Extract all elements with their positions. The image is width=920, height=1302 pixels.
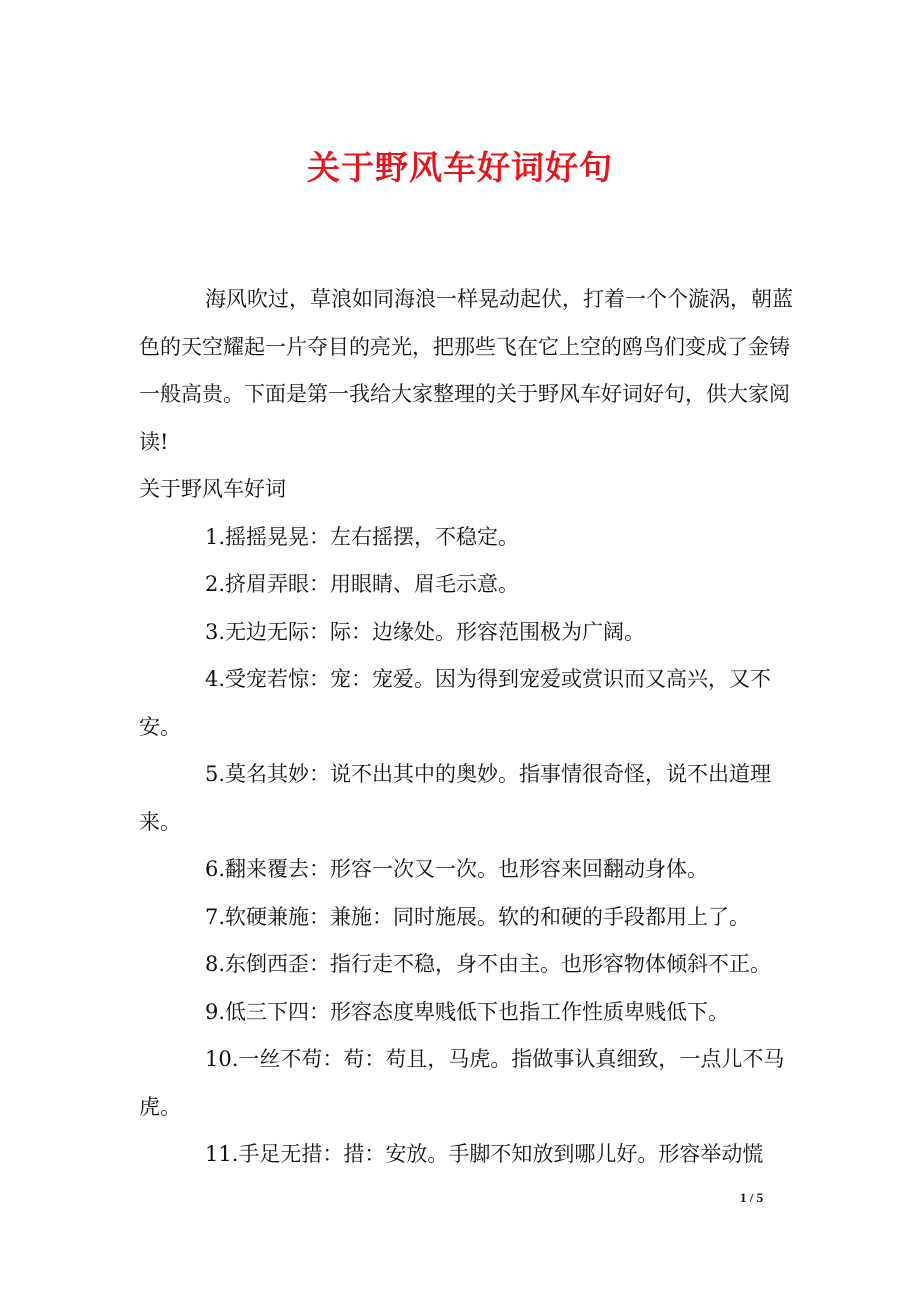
list-item: 4.受宠若惊：宠：宠爱。因为得到宠爱或赏识而又高兴，又不安。 bbox=[139, 667, 772, 739]
list-item: 2.挤眉弄眼：用眼睛、眉毛示意。 bbox=[205, 572, 520, 596]
page-number: 1 / 5 bbox=[740, 1190, 764, 1205]
list-item: 8.东倒西歪：指行走不稳，身不由主。也形容物体倾斜不正。 bbox=[205, 952, 772, 976]
list-item: 5.莫名其妙：说不出其中的奥妙。指事情很奇怪，说不出道理来。 bbox=[139, 762, 772, 834]
document-title: 关于野风车好词好句 bbox=[307, 148, 613, 187]
section-heading: 关于野风车好词 bbox=[139, 477, 286, 501]
list-item: 11.手足无措：措：安放。手脚不知放到哪儿好。形容举动慌 bbox=[205, 1142, 764, 1166]
intro-paragraph: 海风吹过，草浪如同海浪一样晃动起伏，打着一个个漩涡，朝蓝色的天空耀起一片夺目的亮光，把那些飞在它上空的鸥鸟们变成了金铸一般高贵。下面是第一我给大家整理的关于野风车好词好句，供大家阅读! bbox=[139, 287, 793, 454]
list-item: 9.低三下四：形容态度卑贱低下也指工作性质卑贱低下。 bbox=[205, 999, 730, 1024]
list-item: 10.一丝不苟：苟：苟且，马虎。指做事认真细致，一点儿不马虎。 bbox=[139, 1047, 785, 1119]
document-body bbox=[139, 276, 799, 1179]
list-item: 1.摇摇晃晃：左右摇摆，不稳定。 bbox=[205, 524, 520, 549]
list-item: 3.无边无际：际：边缘处。形容范围极为广阔。 bbox=[205, 619, 646, 644]
list-item: 7.软硬兼施：兼施：同时施展。软的和硬的手段都用上了。 bbox=[205, 904, 751, 929]
list-item: 6.翻来覆去：形容一次又一次。也形容来回翻动身体。 bbox=[205, 857, 709, 881]
